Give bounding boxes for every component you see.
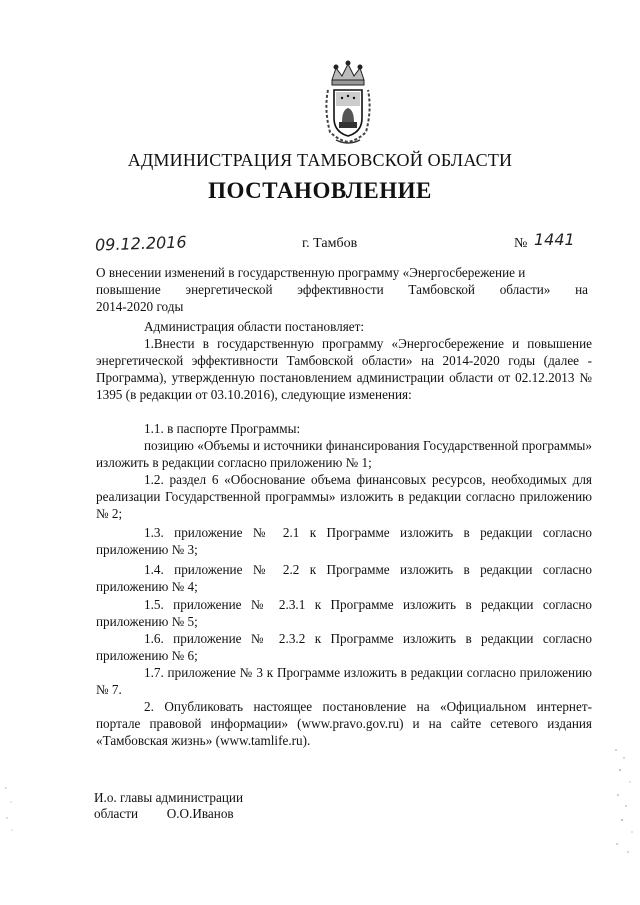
subject-line-2: повышение энергетической эффективности Тамбовской области» на <box>96 282 588 297</box>
item-1-2: 1.2. раздел 6 «Обоснование объема финансовых ресурсов, необходимых для реализации Государственной программы» изложить в редакции согласно приложению № 2; <box>96 472 592 521</box>
item-1-3: 1.3. приложение № 2.1 к Программе изложить в редакции согласно приложению № 3; <box>96 525 592 557</box>
document-type: ПОСТАНОВЛЕНИЕ <box>208 178 432 203</box>
item-1-7: 1.7. приложение № 3 к Программе изложить в редакции согласно приложению № 7. <box>96 665 592 697</box>
document-date: 09.12.2016 <box>94 232 187 255</box>
scan-noise-right <box>612 740 636 860</box>
signature-block <box>94 806 234 822</box>
document-number-label: № <box>514 236 528 251</box>
signature-position-2: области <box>94 806 139 821</box>
signature-position: И.о. главы администрации <box>94 790 244 805</box>
item-1-1: 1.1. в паспорте Программы: <box>144 421 301 436</box>
item-1: 1.Внести в государственную программу «Энергосбережение и повышение энергетической эффективности Тамбовской области» на 2014-2020 годы (далее - Программа), утвержденную постановлением администрации области от 02.12.2013 № 1395 (в редакции от 03.10.2016), следующие изменения: <box>96 336 592 402</box>
item-1-1-text: позицию «Объемы и источники финансирования Государственной программы» изложить в редакции согласно приложению № 1; <box>96 438 592 470</box>
intro-paragraph: Администрация области постановляет: <box>144 319 365 334</box>
document-subject <box>96 264 588 315</box>
item-2: 2. Опубликовать настоящее постановление на «Официальном интернет- портале правовой информации» (www.pravo.gov.ru) и на сайте сетевого издания «Тамбовская жизнь» (www.tamlife.ru). <box>96 699 592 748</box>
item-1-4: 1.4. приложение № 2.2 к Программе изложить в редакции согласно приложению № 4; <box>96 562 592 594</box>
scan-noise-left <box>2 780 16 840</box>
item-1-5: 1.5. приложение № 2.3.1 к Программе изложить в редакции согласно приложению № 5; <box>96 597 592 629</box>
subject-line-3: 2014-2020 годы <box>96 299 184 314</box>
organization-title: АДМИНИСТРАЦИЯ ТАМБОВСКОЙ ОБЛАСТИ <box>127 150 513 170</box>
tambov-coat-of-arms-icon <box>322 60 374 146</box>
signature-name: О.О.Иванов <box>166 806 234 821</box>
subject-line-1: О внесении изменений в государственную программу «Энергосбережение и <box>96 265 526 280</box>
item-1-6: 1.6. приложение № 2.3.2 к Программе изложить в редакции согласно приложению № 6; <box>96 631 592 663</box>
document-number: 1441 <box>534 230 575 249</box>
document-city: г. Тамбов <box>302 236 358 251</box>
